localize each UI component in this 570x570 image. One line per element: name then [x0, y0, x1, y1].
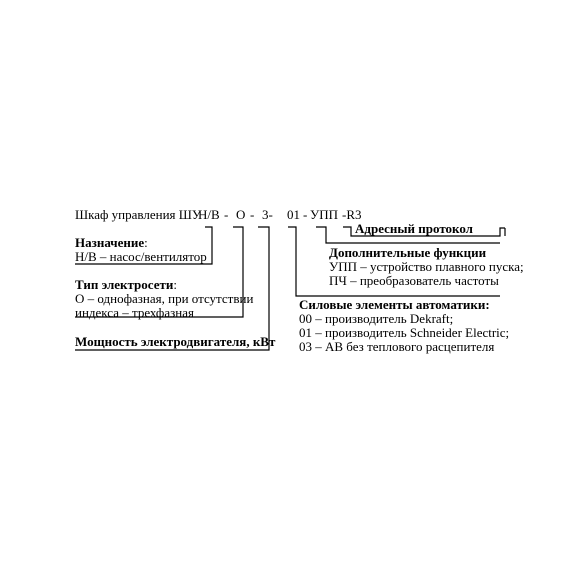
naznachenie-line-1: Н/В – насос/вентилятор [75, 249, 207, 264]
header-dash-1: - [224, 207, 229, 222]
tip-heading [75, 277, 177, 292]
naznachenie-title: Назначение [75, 235, 145, 250]
tip-line-2: индекса – трехфазная [75, 305, 194, 320]
dop-line-1: УПП – устройство плавного пуска; [329, 259, 524, 274]
header-dash-2: - [250, 207, 255, 222]
naznachenie-colon: : [144, 235, 148, 250]
header-prefix: Шкаф управления ШУ [75, 207, 202, 222]
naznachenie-heading [75, 235, 148, 250]
header-seg-3: 3- [262, 207, 273, 222]
header-seg-hv: Н/В [198, 207, 220, 222]
header-seg-01: 01 [287, 207, 300, 222]
tip-line-1: О – однофазная, при отсутствии [75, 291, 254, 306]
header-seg-o: О [236, 207, 246, 222]
moshnost-title: Мощность электродвигателя, кВт [75, 334, 276, 349]
header-seg-r3: -R3 [342, 207, 362, 222]
silovye-line-2: 01 – производитель Schneider Electric; [299, 325, 510, 340]
silovye-line-1: 00 – производитель Dekraft; [299, 311, 454, 326]
tip-title: Тип электросети [75, 277, 174, 292]
adres-title: Адресный протокол [355, 221, 473, 236]
tip-colon: : [173, 277, 177, 292]
silovye-line-3: 03 – АВ без теплового расцепителя [299, 339, 495, 354]
silovye-title: Силовые элементы автоматики: [299, 297, 490, 312]
dop-line-2: ПЧ – преобразователь частоты [329, 273, 499, 288]
header-seg-upp: УПП [310, 207, 338, 222]
header-dash-3: - [303, 207, 308, 222]
dop-title: Дополнительные функции [329, 245, 487, 260]
